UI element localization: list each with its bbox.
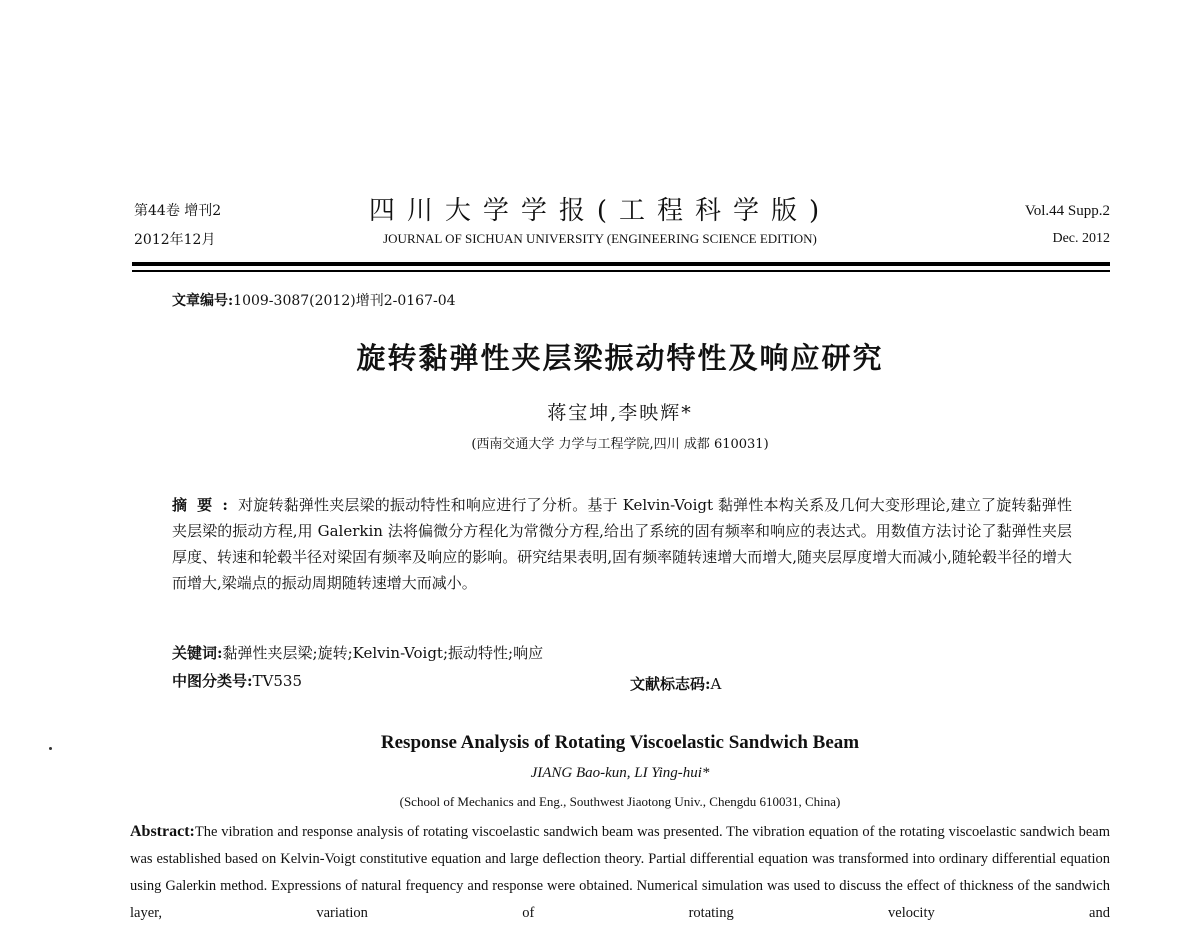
abstract-en-text: The vibration and response analysis of rotating viscoelastic sandwich beam was presented. The vibration equation of the rotating viscoelastic sandwich beam was established based on Kelvin-Voigt constitutive equation and large deflection theory. Partial differential equation was transformed into ordinary differential equation using Galerkin method. Expressions of natural frequency and response were obtained. Numerical simulation was used to discuss the effect of thickness of the sandwich layer, variation of rotating velocity and xyxy=(130,824,1110,921)
clc-value: TV535 xyxy=(252,672,303,690)
document-code xyxy=(630,673,721,694)
keywords-cn xyxy=(172,642,543,663)
abstract-cn xyxy=(172,492,1072,596)
article-number-value: 1009-3087(2012)增刊2-0167-04 xyxy=(233,293,456,309)
volume-cn: 第44卷 增刊2 xyxy=(134,203,222,219)
header-rule-thin xyxy=(132,270,1110,272)
journal-title-en: JOURNAL OF SICHUAN UNIVERSITY (ENGINEERING SCIENCE EDITION) xyxy=(383,231,817,246)
authors-cn: 蒋宝坤,李映辉* xyxy=(547,402,693,424)
keywords-cn-label: 关键词: xyxy=(172,644,223,662)
article-number xyxy=(172,290,456,310)
document-code-value: A xyxy=(710,675,722,693)
affiliation-en: (School of Mechanics and Eng., Southwest Jiaotong Univ., Chengdu 610031, China) xyxy=(399,794,841,809)
journal-title-cn: 四川大学学报(工程科学版) xyxy=(368,196,832,226)
authors-en: JIANG Bao-kun, LI Ying-hui* xyxy=(530,765,710,781)
header-rule-thick xyxy=(132,262,1110,266)
date-cn: 2012年12月 xyxy=(134,232,216,248)
paper-title-en: Response Analysis of Rotating Viscoelastic Sandwich Beam xyxy=(380,732,860,753)
article-number-label: 文章编号: xyxy=(172,293,234,309)
paper-title-cn: 旋转黏弹性夹层梁振动特性及响应研究 xyxy=(356,341,884,375)
abstract-en xyxy=(130,818,1110,927)
document-code-label: 文献标志码: xyxy=(630,675,711,693)
clc-number xyxy=(172,670,302,691)
abstract-cn-text: 对旋转黏弹性夹层梁的振动特性和响应进行了分析。基于 Kelvin-Voigt 黏弹性本构关系及几何大变形理论,建立了旋转黏弹性夹层梁的振动方程,用 Galerkin 法将偏微分方程化为常微分方程,给出了系统的固有频率和响应的表达式。用数值方法讨论了黏弹性夹层厚度、转速和轮毂半径对梁固有频率及响应的影响。研究结果表明,固有频率随转速增大而增大,随夹层厚度增大而减小,随轮毂半径的增大而增大,梁端点的振动周期随转速增大而减小。 xyxy=(172,496,1072,592)
abstract-en-label: Abstract: xyxy=(130,823,195,840)
date-en: Dec. 2012 xyxy=(1052,231,1110,246)
keywords-cn-value: 黏弹性夹层梁;旋转;Kelvin-Voigt;振动特性;响应 xyxy=(222,644,544,662)
clc-label: 中图分类号: xyxy=(172,672,253,690)
abstract-cn-label: 摘要: xyxy=(172,496,238,514)
affiliation-cn: (西南交通大学 力学与工程学院,四川 成都 610031) xyxy=(471,437,769,452)
volume-en: Vol.44 Supp.2 xyxy=(1024,203,1110,219)
